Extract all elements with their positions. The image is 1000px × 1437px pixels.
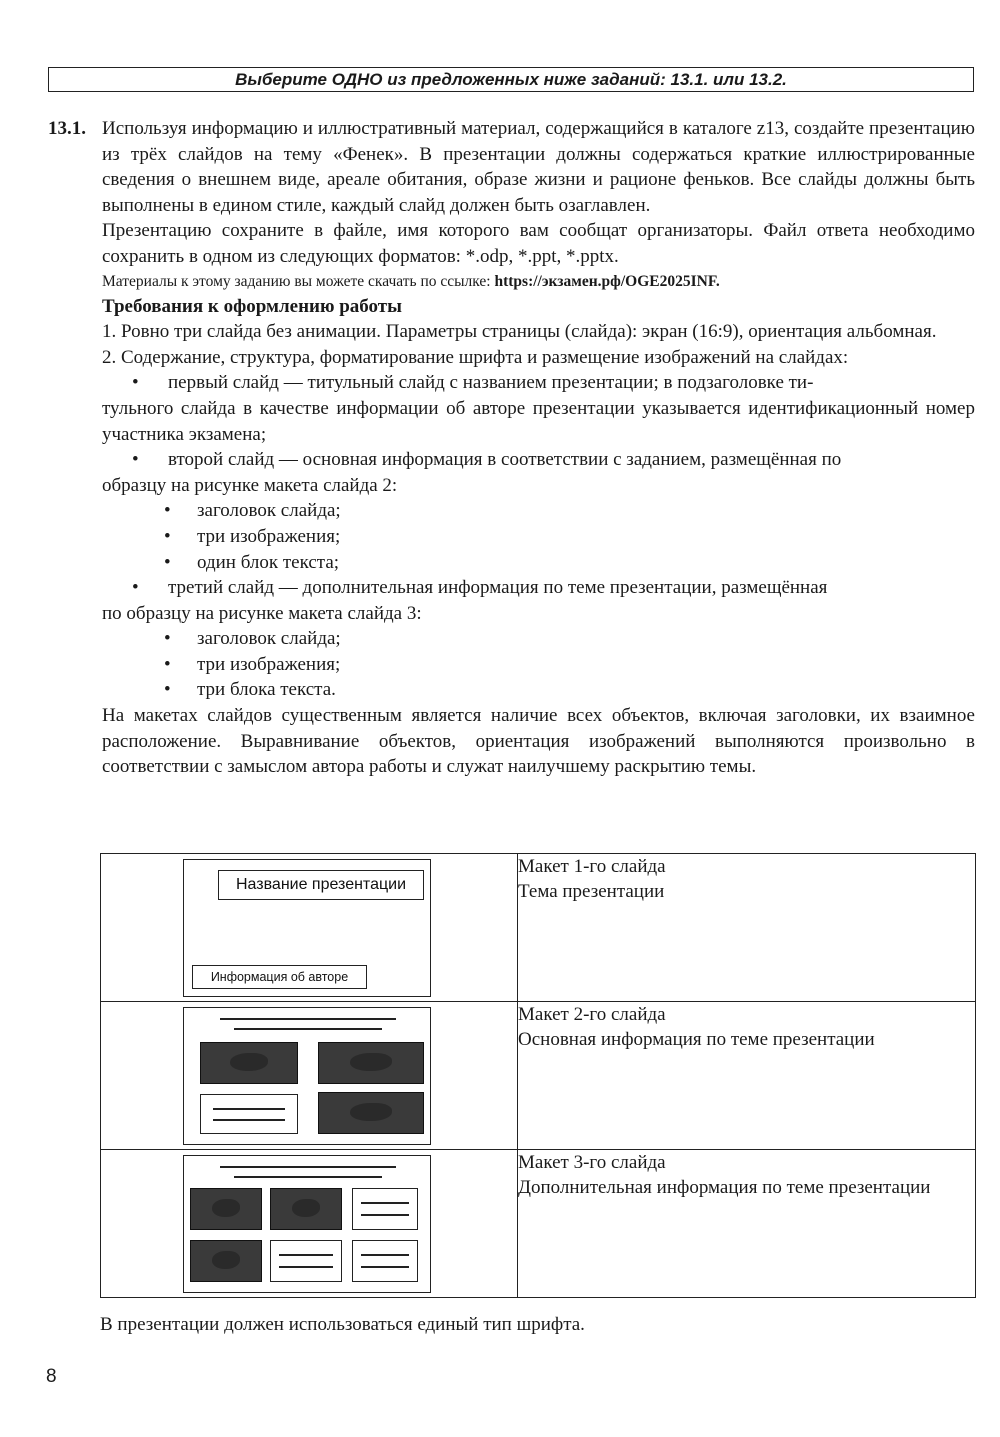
list-item-text: три изображения; (197, 653, 341, 675)
bullet-icon: • (132, 449, 139, 471)
bullet-icon: • (132, 577, 139, 599)
task-choice-banner: Выберите ОДНО из предложенных ниже заданий: 13.1. или 13.2. (48, 67, 974, 92)
text-line (213, 1108, 286, 1110)
layout1-picture-cell (101, 854, 518, 1002)
slide3-first-line: третий слайд — дополнительная информация по теме презентации, размещённая (168, 577, 828, 599)
list-item-text: заголовок слайда; (197, 500, 341, 522)
requirements-title: Требования к оформлению работы (102, 295, 402, 317)
slide3-items (102, 626, 975, 703)
slide2-first-line: второй слайд — основная информация в соответствии с заданием, размещённая по (168, 449, 842, 471)
layout2-picture-cell (101, 1002, 518, 1150)
requirement-2: 2. Содержание, структура, форматирование шрифта и размещение изображений на слайдах: (102, 346, 849, 368)
table-row (101, 854, 976, 1002)
font-requirement: В презентации должен использоваться единый тип шрифта. (100, 1314, 585, 1335)
slide2-items (102, 498, 975, 575)
slide-title-line (234, 1028, 382, 1030)
title-box: Название презентации (218, 870, 424, 900)
image-placeholder-3 (318, 1092, 424, 1134)
list-item-text: три блока текста. (197, 679, 336, 701)
list-item (102, 626, 975, 652)
slide3-mockup (183, 1155, 431, 1293)
layout3-desc: Дополнительная информация по теме презентации (518, 1177, 931, 1198)
image-placeholder-1 (190, 1188, 262, 1230)
slide-title-line (220, 1166, 396, 1168)
bullet-icon: • (132, 372, 139, 394)
task-13-1 (40, 116, 975, 780)
bullet-icon: • (164, 628, 171, 650)
layout3-title: Макет 3-го слайда (518, 1152, 666, 1173)
layout3-description-cell (518, 1150, 976, 1298)
materials-link[interactable]: https://экзамен.рф/OGE2025INF. (494, 272, 720, 290)
task-number: 13.1. (48, 118, 86, 139)
layout-note: На макетах слайдов существенным является наличие всех объектов, включая заголовки, их взаимное расположение. Выравнивание объектов, ориентация изображений выполняются произвольно в соответствии с замыслом автора работы и служат наилучшему раскрытию темы. (102, 705, 975, 778)
text-block-placeholder (200, 1094, 298, 1134)
task-intro: Используя информацию и иллюстративный материал, содержащийся в каталоге z13, создайте презентацию из трёх слайдов на тему «Фенек». В презентации должны содержаться краткие иллюстрированные сведения о внешнем виде, ареале обитания, образе жизни и рационе феньков. Все слайды должны быть выполнены в едином стиле, каждый слайд должен быть озаглавлен. (102, 118, 975, 216)
text-line (361, 1266, 410, 1268)
bullet-icon: • (164, 551, 171, 573)
slide-title-line (220, 1018, 396, 1020)
bullet-icon: • (164, 653, 171, 675)
page-number: 8 (46, 1366, 57, 1387)
image-placeholder-2 (318, 1042, 424, 1084)
text-line (279, 1254, 332, 1256)
slide3-continuation: по образцу на рисунке макета слайда 3: (102, 602, 422, 624)
task-save-instructions: Презентацию сохраните в файле, имя которого вам сообщат организаторы. Файл ответа необходимо сохранить в одном из следующих форматов: *.odp, *.ppt, *.pptx. (102, 220, 975, 267)
slide1-first-line: первый слайд — титульный слайд с названием презентации; в подзаголовке ти- (168, 372, 814, 394)
layout1-desc: Тема презентации (518, 881, 665, 902)
text-line (361, 1214, 410, 1216)
slide2-continuation: образцу на рисунке макета слайда 2: (102, 474, 398, 496)
bullet-icon: • (164, 525, 171, 547)
table-row (101, 1150, 976, 1298)
slide3-requirement (102, 575, 975, 601)
layout3-picture-cell (101, 1150, 518, 1298)
list-item-text: три изображения; (197, 525, 341, 547)
text-line (279, 1266, 332, 1268)
layout2-description-cell (518, 1002, 976, 1150)
list-item (102, 550, 975, 576)
author-box: Информация об авторе (192, 965, 367, 989)
slide1-requirement (102, 370, 975, 396)
layout2-desc: Основная информация по теме презентации (518, 1029, 875, 1050)
slide1-continuation: тульного слайда в качестве информации об авторе презентации указывается идентификационный номер участника экзамена; (102, 397, 975, 445)
bullet-icon: • (164, 500, 171, 522)
slide2-mockup (183, 1007, 431, 1145)
text-block-placeholder (352, 1188, 418, 1230)
layout2-title: Макет 2-го слайда (518, 1004, 666, 1025)
slide1-mockup (183, 859, 431, 997)
list-item (102, 677, 975, 703)
image-placeholder-3 (190, 1240, 262, 1282)
slide2-requirement (102, 447, 975, 473)
list-item (102, 652, 975, 678)
text-line (361, 1254, 410, 1256)
table-row (101, 1002, 976, 1150)
list-item (102, 524, 975, 550)
task-content (102, 116, 975, 780)
materials-prefix: Материалы к этому заданию вы можете скачать по ссылке: (102, 272, 495, 290)
materials-note (102, 270, 975, 294)
layout1-description-cell (518, 854, 976, 1002)
bullet-icon: • (164, 679, 171, 701)
requirement-1: 1. Ровно три слайда без анимации. Параметры страницы (слайда): экран (16:9), ориентация альбомная. (102, 321, 937, 343)
image-placeholder-1 (200, 1042, 298, 1084)
list-item-text: заголовок слайда; (197, 628, 341, 650)
list-item-text: один блок текста; (197, 551, 340, 573)
text-block-placeholder (352, 1240, 418, 1282)
image-placeholder-2 (270, 1188, 342, 1230)
text-block-placeholder (270, 1240, 342, 1282)
text-line (361, 1202, 410, 1204)
text-line (213, 1119, 286, 1121)
slide-layouts-table (100, 853, 976, 1298)
layout1-title: Макет 1-го слайда (518, 856, 666, 877)
list-item (102, 498, 975, 524)
slide-title-line (234, 1176, 382, 1178)
